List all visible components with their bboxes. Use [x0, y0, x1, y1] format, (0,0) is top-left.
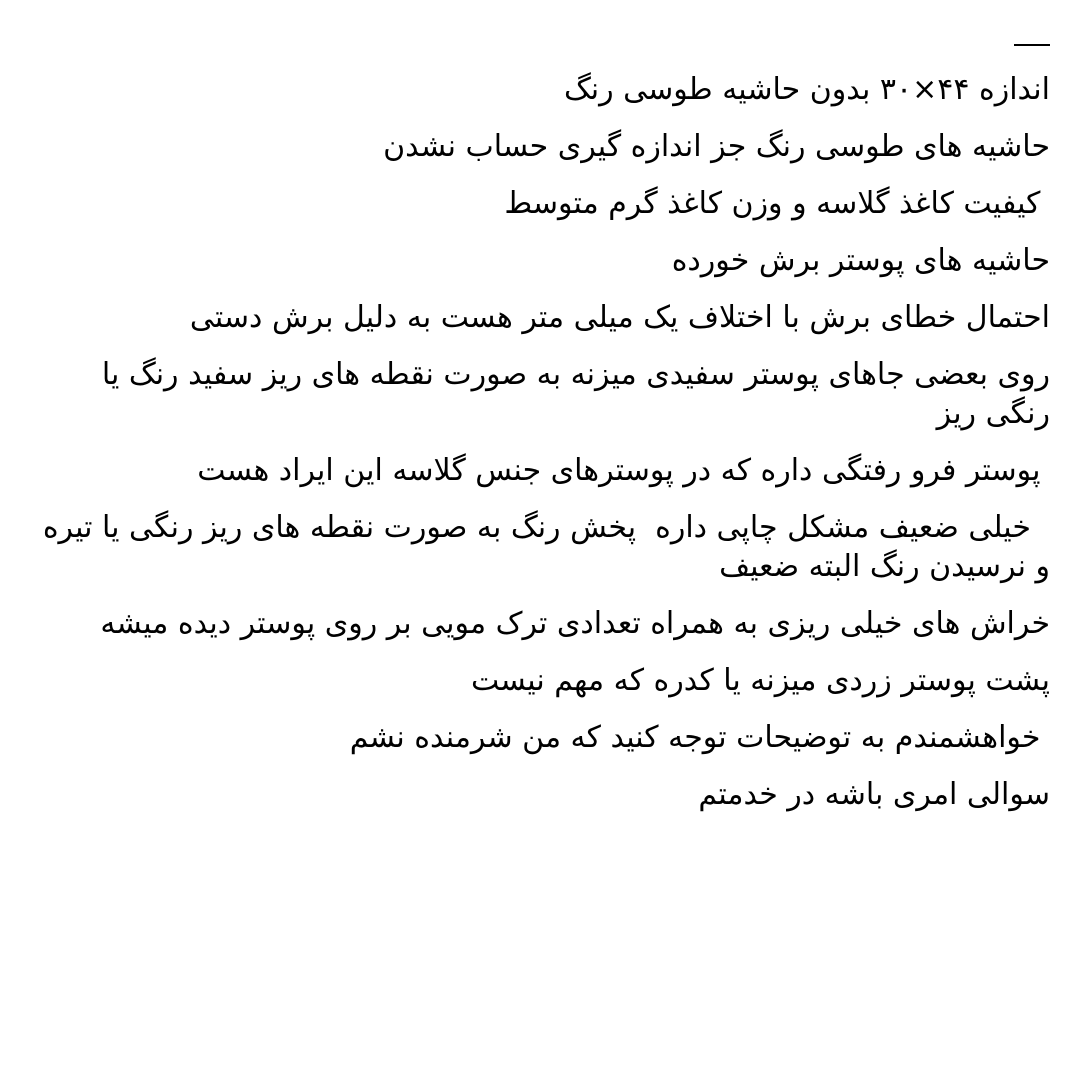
description-lines	[30, 70, 1050, 814]
description-line: خراش های خیلی ریزی به همراه تعدادی ترک مویی بر روی پوستر دیده میشه	[100, 606, 1050, 641]
dash-mark	[1014, 44, 1050, 46]
description-line: پشت پوستر زردی میزنه یا کدره که مهم نیست	[471, 663, 1050, 698]
description-line: حاشیه های پوستر برش خورده	[671, 243, 1050, 278]
description-line: پوستر فرو رفتگی داره که در پوسترهای جنس گلاسه این ایراد هست	[197, 453, 1050, 488]
description-line: خیلی ضعیف مشکل چاپی داره پخش رنگ به صورت نقطه های ریز رنگی یا تیره و نرسیدن رنگ البته ضعیف	[33, 510, 1050, 584]
description-line: اندازه ۴۴×۳۰ بدون حاشیه طوسی رنگ	[563, 72, 1050, 107]
description-line: حاشیه های طوسی رنگ جز اندازه گیری حساب نشدن	[383, 129, 1050, 164]
description-line: کیفیت کاغذ گلاسه و وزن کاغذ گرم متوسط	[504, 186, 1050, 221]
description-line: خواهشمندم به توضیحات توجه کنید که من شرمنده نشم	[349, 720, 1050, 755]
description-line: سوالی امری باشه در خدمتم	[698, 777, 1050, 812]
description-line: روی بعضی جاهای پوستر سفیدی میزنه به صورت نقطه های ریز سفید رنگ یا رنگی ریز	[82, 357, 1050, 431]
description-line: احتمال خطای برش با اختلاف یک میلی متر هست به دلیل برش دستی	[189, 300, 1050, 335]
